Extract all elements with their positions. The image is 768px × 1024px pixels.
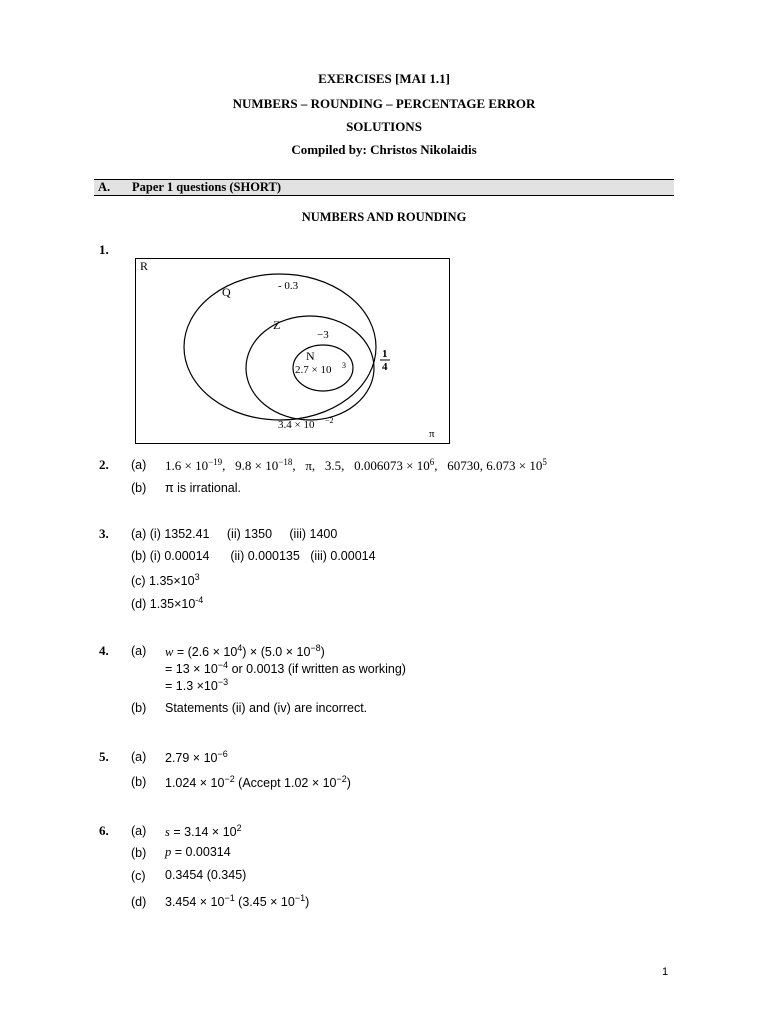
doc-author: Compiled by: Christos Nikolaidis — [291, 142, 477, 157]
q6-part-c-label: (c) — [131, 869, 146, 883]
q4-part-b-answer: Statements (ii) and (iv) are incorrect. — [165, 701, 368, 715]
q6-part-d-label: (d) — [131, 895, 147, 909]
q3-part-d-answer: (d) $1.35\times 10^{-4}$ — [131, 595, 204, 611]
q5-part-b-answer: $1.024 \times 10^{-2}$ (Accept $1.02 \times 10^{-2}$) — [165, 774, 351, 790]
q5-part-a-label: (a) — [131, 750, 147, 764]
section-header-bar — [94, 179, 674, 196]
value-z-exponent: −2 — [325, 416, 334, 425]
q2-item: 60730, — [447, 458, 487, 473]
q2-item: $1.6 \times 10^{-19}$, — [165, 457, 236, 473]
doc-subtitle: NUMBERS – ROUNDING – PERCENTAGE ERROR — [232, 96, 536, 111]
question-2-number: 2. — [99, 457, 109, 472]
q6-part-c-answer: 0.3454 (0.345) — [165, 868, 247, 882]
q4-part-a-line-1: $w = (2.6 \times 10^4) \times (5.0 \times 10^{-8})$ — [165, 643, 325, 659]
q4-part-a-label: (a) — [131, 644, 147, 658]
question-6-number: 6. — [99, 823, 109, 838]
q2-part-b-label: (b) — [131, 481, 147, 495]
set-z-label: Z — [273, 318, 281, 332]
q4-part-b-label: (b) — [131, 701, 147, 715]
q2-item: $6.073 \times 10^5$ — [486, 457, 547, 473]
set-q-label: Q — [222, 285, 231, 299]
value-pi: π — [429, 428, 435, 440]
value-quarter-numerator: 1 — [382, 348, 388, 360]
q6-part-d-answer: $3.454 \times 10^{-1}$ $(3.45 \times 10^{-1})$ — [165, 893, 310, 909]
question-3-number: 3. — [99, 526, 109, 541]
value-z-base: 3.4 × 10 — [278, 419, 315, 431]
set-n-label: N — [306, 349, 315, 363]
question-5-number: 5. — [99, 749, 109, 764]
q6-part-a-answer: $s = 3.14 \times 10^2$ — [165, 823, 242, 839]
section-letter: A. — [98, 180, 111, 194]
q4-part-a-line-2: = $13 \times 10^{-4}$ or 0.0013 (if written as working) — [165, 660, 406, 676]
question-4-number: 4. — [99, 643, 109, 658]
value-neg-3: −3 — [317, 329, 329, 341]
q2-item: $9.8 \times 10^{-18}$, — [235, 457, 306, 473]
q6-part-a-label: (a) — [131, 824, 147, 838]
doc-title: EXERCISES [MAI 1.1] — [318, 71, 450, 86]
q2-part-b-answer: π is irrational. — [165, 481, 242, 495]
doc-solutions-label: SOLUTIONS — [346, 119, 422, 134]
subsection-title: NUMBERS AND ROUNDING — [301, 210, 467, 224]
q3-part-a-answer: (a) (i) 1352.41 (ii) 1350 (iii) 1400 — [131, 527, 338, 541]
value-n-exponent: 3 — [342, 361, 346, 370]
q6-part-b-label: (b) — [131, 846, 147, 860]
value-n-base: 2.7 × 10 — [295, 364, 332, 376]
q2-part-a-answer — [165, 457, 547, 474]
q3-part-c-answer: (c) $1.35\times 10^3$ — [131, 572, 200, 588]
page-number: 1 — [662, 966, 669, 978]
section-title: Paper 1 questions (SHORT) — [132, 180, 281, 194]
q6-part-b-answer: p = 0.00314 — [165, 845, 231, 859]
q4-part-a-line-3: = $1.3 \times 10^{-3}$ — [165, 677, 229, 693]
q3-part-b-answer: (b) (i) 0.00014 (ii) 0.000135 (iii) 0.00014 — [131, 549, 376, 563]
set-r-label: R — [140, 259, 149, 273]
q2-item: $0.006073 \times 10^6$, — [354, 457, 448, 473]
value-neg-0-3: - 0.3 — [278, 280, 299, 292]
q2-part-a-label: (a) — [131, 458, 147, 472]
value-quarter-denominator: 4 — [382, 361, 388, 373]
question-1-number: 1. — [99, 242, 109, 257]
venn-diagram — [135, 258, 450, 444]
q2-item: 3.5, — [324, 458, 355, 473]
q2-item: π, — [305, 458, 325, 473]
q5-part-a-answer: $2.79 \times 10^{-6}$ — [165, 749, 228, 765]
q5-part-b-label: (b) — [131, 775, 147, 789]
